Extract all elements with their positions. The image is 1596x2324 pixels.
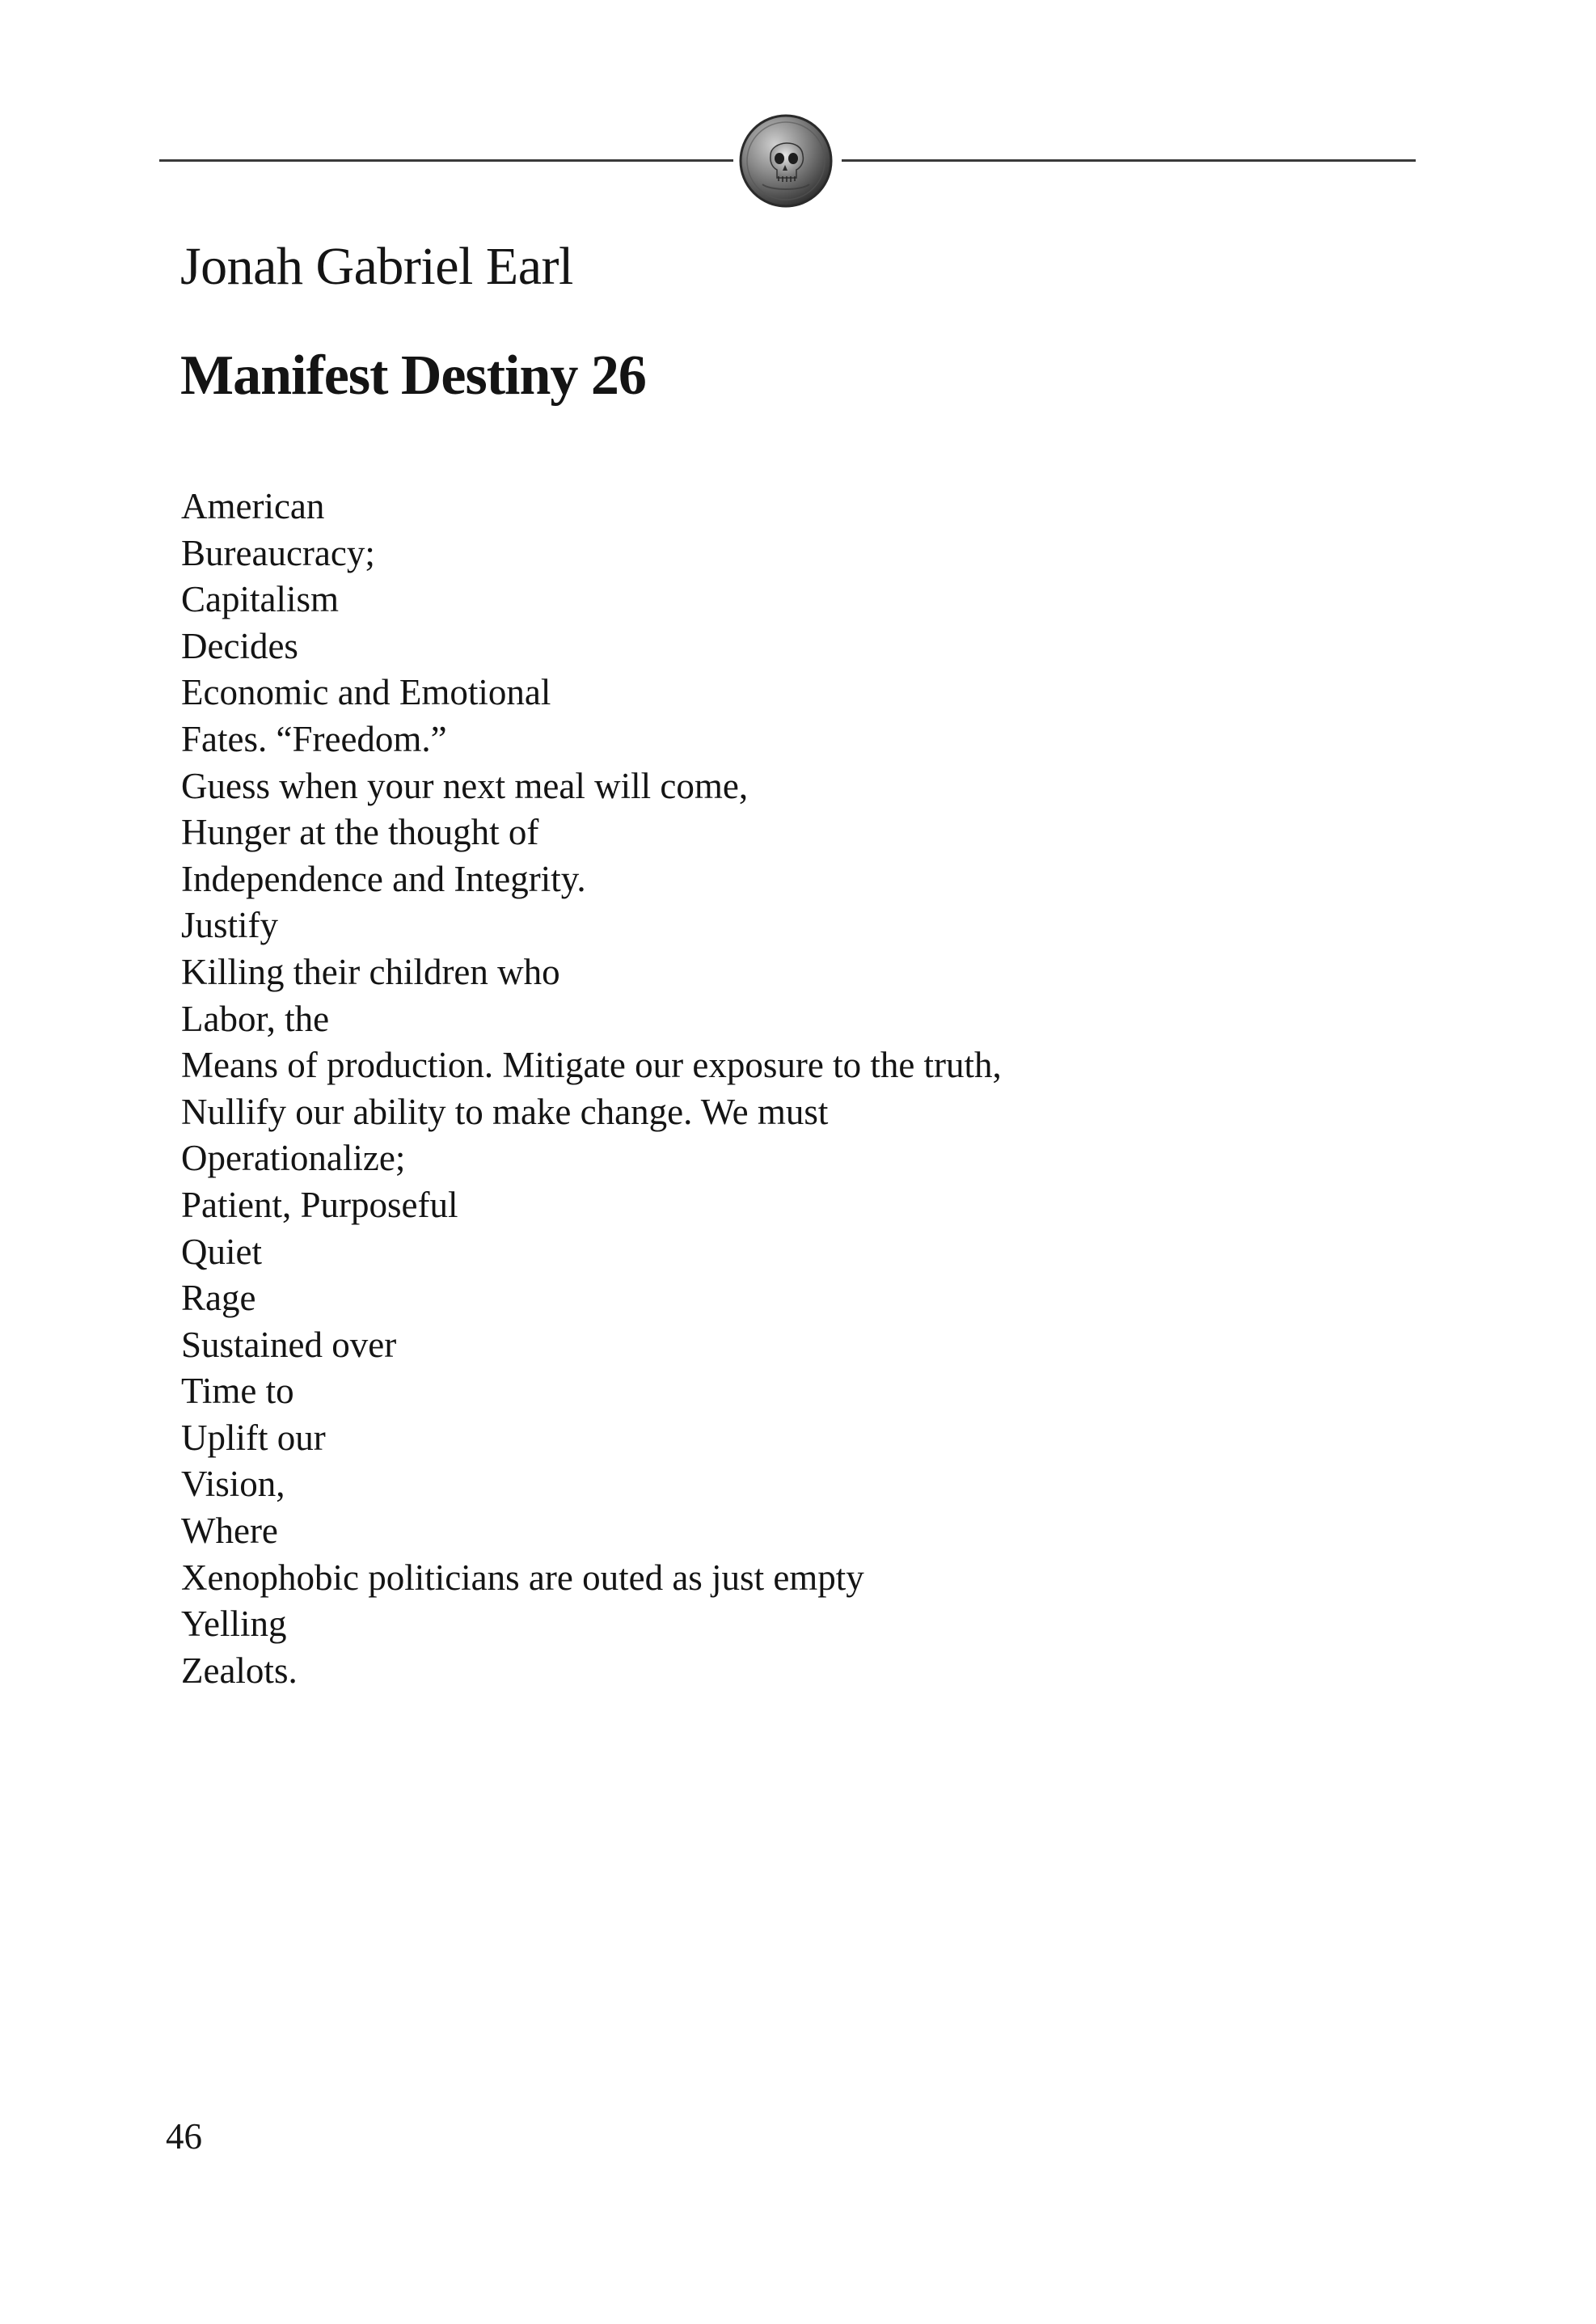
poem-line: Independence and Integrity. bbox=[181, 858, 586, 899]
poem-line: Where bbox=[181, 1511, 278, 1552]
poem-line: Bureaucracy; bbox=[181, 532, 375, 573]
skull-medallion-icon bbox=[738, 113, 834, 209]
header-rule-left bbox=[159, 159, 733, 162]
poem-line: Killing their children who bbox=[181, 951, 560, 992]
poem-line: Sustained over bbox=[181, 1324, 397, 1365]
poem-line: Justify bbox=[181, 905, 279, 946]
poem-line: Operationalize; bbox=[181, 1138, 406, 1179]
page-number: 46 bbox=[166, 2116, 202, 2157]
poem-line: Labor, the bbox=[181, 998, 330, 1039]
poem-body bbox=[181, 484, 1002, 1694]
poem-line: Guess when your next meal will come, bbox=[181, 765, 749, 806]
poem-line: Xenophobic politicians are outed as just empty bbox=[181, 1557, 864, 1598]
poem-title: Manifest Destiny 26 bbox=[180, 344, 646, 407]
poem-line: Quiet bbox=[181, 1231, 262, 1272]
poem-line: Time to bbox=[181, 1371, 294, 1412]
poem-line: Nullify our ability to make change. We must bbox=[181, 1091, 829, 1132]
poem-line: Patient, Purposeful bbox=[181, 1184, 458, 1225]
poem-line: Fates. “Freedom.” bbox=[181, 718, 447, 759]
header-rule-right bbox=[842, 159, 1416, 162]
poem-line: Rage bbox=[181, 1278, 256, 1319]
poem-line: Zealots. bbox=[181, 1650, 298, 1691]
poem-line: American bbox=[181, 486, 325, 526]
poem-line: Yelling bbox=[181, 1604, 287, 1645]
poem-line: Hunger at the thought of bbox=[181, 812, 539, 853]
poem-line: Means of production. Mitigate our exposure to the truth, bbox=[181, 1045, 1002, 1086]
poem-line: Uplift our bbox=[181, 1417, 326, 1458]
poem-line: Economic and Emotional bbox=[181, 672, 551, 713]
poem-line: Vision, bbox=[181, 1464, 285, 1505]
author-name: Jonah Gabriel Earl bbox=[180, 237, 573, 296]
poem-line: Capitalism bbox=[181, 579, 339, 620]
poem-line: Decides bbox=[181, 625, 298, 666]
